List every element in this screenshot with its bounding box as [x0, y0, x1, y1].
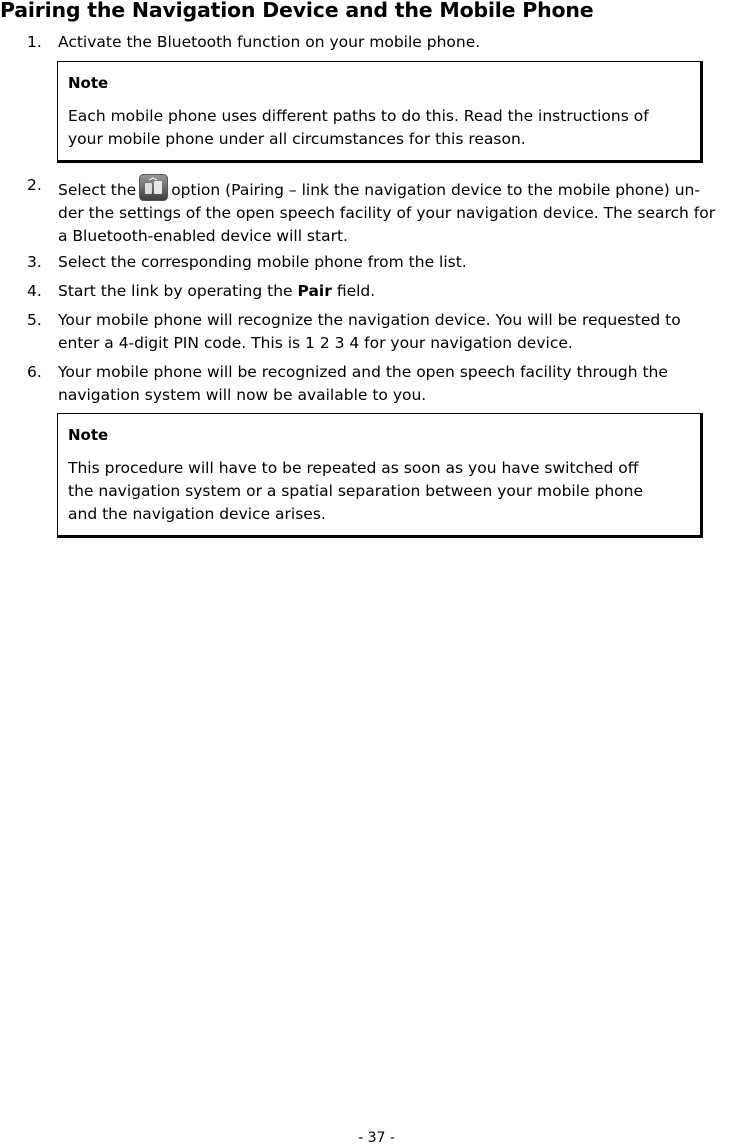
- note-box: [57, 413, 703, 538]
- step-number: 3.: [27, 253, 42, 271]
- bluetooth-pairing-icon: [139, 174, 168, 201]
- page-title: Pairing the Navigation Device and the Mobile Phone: [0, 0, 594, 22]
- pair-field-label: Pair: [297, 282, 332, 300]
- step-text: navigation system will now be available to you.: [58, 386, 427, 404]
- step-6: [0, 361, 753, 407]
- step-text: Select the corresponding mobile phone from the list.: [58, 253, 467, 271]
- step-text: a Bluetooth-enabled device will start.: [58, 227, 348, 245]
- step-text: Activate the Bluetooth function on your mobile phone.: [58, 33, 481, 51]
- step-2: [0, 174, 753, 248]
- step-4: [0, 280, 753, 303]
- step-3: [0, 251, 753, 274]
- step-number: 2.: [27, 176, 42, 194]
- step-text: option (Pairing – link the navigation device to the mobile phone) un-: [171, 181, 700, 199]
- note-text-line: and the navigation device arises.: [68, 505, 326, 523]
- step-5: [0, 309, 753, 355]
- note-title: Note: [68, 74, 109, 92]
- step-text: der the settings of the open speech facility of your navigation device. The search for: [58, 204, 716, 222]
- step-number: 5.: [27, 311, 42, 329]
- note-text-line: your mobile phone under all circumstances for this reason.: [68, 130, 526, 148]
- step-number: 1.: [27, 33, 42, 51]
- step-text: Select the: [58, 181, 137, 199]
- note-box: [57, 61, 703, 163]
- note-text-line: the navigation system or a spatial separation between your mobile phone: [68, 482, 643, 500]
- step-number: 6.: [27, 363, 42, 381]
- step-text: field.: [336, 282, 376, 300]
- step-text: enter a 4-digit PIN code. This is 1 2 3 4 for your navigation device.: [58, 334, 573, 352]
- step-1: [0, 31, 753, 54]
- note-text-line: Each mobile phone uses different paths to do this. Read the instructions of: [68, 107, 649, 125]
- note-text-line: This procedure will have to be repeated as soon as you have switched off: [68, 459, 639, 477]
- step-number: 4.: [27, 282, 42, 300]
- step-text: Your mobile phone will be recognized and the open speech facility through the: [58, 363, 668, 381]
- step-text: Start the link by operating the: [58, 282, 293, 300]
- page-number: - 37 -: [358, 1130, 395, 1146]
- step-text: Your mobile phone will recognize the navigation device. You will be requested to: [58, 311, 681, 329]
- note-title: Note: [68, 426, 109, 444]
